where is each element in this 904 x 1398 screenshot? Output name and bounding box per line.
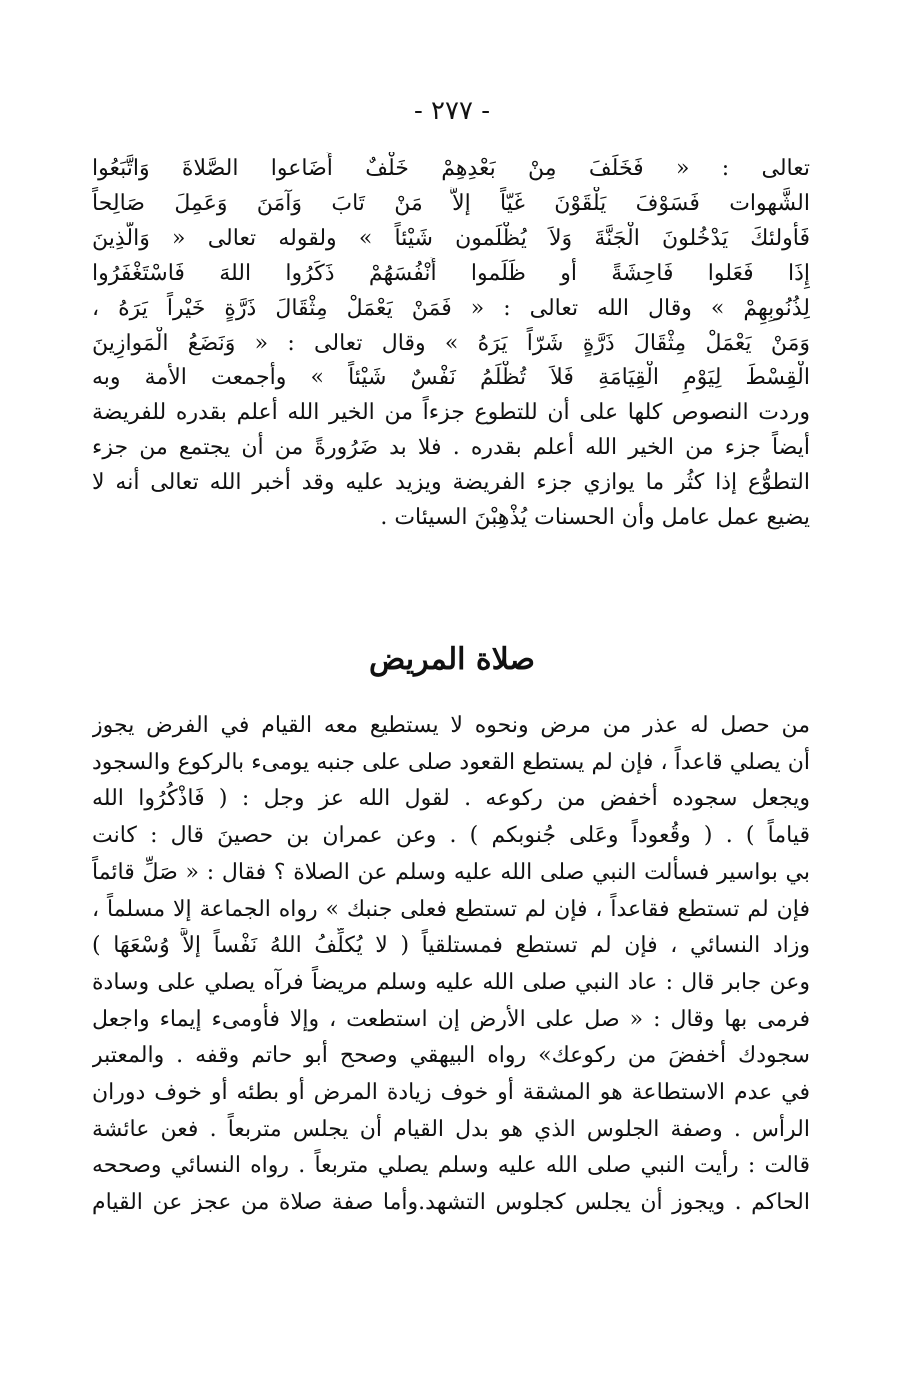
text-line: الحاكم . ويجوز أن يجلس كجلوس التشهد.وأما صفة صلاة من عجز عن القيام [92,1190,810,1216]
text-line: سجودك أخفضَ من ركوعك» رواه البيهقي وصحح أبو حاتم وقفه . والمعتبر [92,1043,810,1069]
text-line: ويجعل سجوده أخفض من ركوعه . لقول الله عز وجل : ( فَاذْكُرُوا الله [92,786,810,812]
text-line: وردت النصوص كلها على أن للتطوع جزءاً من الخير الله أعلم بقدره للفريضة [92,400,810,426]
text-line: يضيع عمل عامل وأن الحسنات يُذْهِبْنَ السيئات . [380,505,810,531]
text-line: من حصل له عذر من مرض ونحوه لا يستطيع معه القيام في الفرض يجوز [92,713,810,738]
text-line: وعن جابر قال : عاد النبي صلى الله عليه وسلم مريضاً فرآه يصلي على وسادة [92,969,810,995]
text-line: قالت : رأيت النبي صلى الله عليه وسلم يصلي متربعاً . رواه النسائي وصححه [92,1153,810,1179]
text-line: الرأس . وصفة الجلوس الذي هو بدل القيام أن يجلس متربعاً . فعن عائشة [92,1116,810,1142]
text-line: فإن لم تستطع فقاعداً ، فإن لم تستطع فعلى جنبك » رواه الجماعة إلا مسلماً ، [92,896,810,922]
text-line: فرمى بها وقال : « صل على الأرض إن استطعت ، وإلا فأومىء إيماء واجعل [92,1006,810,1032]
text-line: أن يصلي قاعداً ، فإن لم يستطع القعود صلى على جنبه يومىء بالركوع والسجود [92,749,810,775]
text-line: التطوُّع إذا كثُر ما يوازي جزء الفريضة ويزيد عليه وقد أخبر الله تعالى أنه لا [92,470,810,496]
text-line: إِذَا فَعَلوا فَاحِشَةً أو ظَلَموا أَنْفُسَهُمْ ذَكَرُوا اللهَ فَاسْتَغْفَرُوا [92,260,810,286]
page-number: - ٢٧٧ - [413,96,491,126]
text-line: في عدم الاستطاعة هو المشقة أو خوف زيادة المرض أو بطئه أو خوف دوران [92,1080,810,1106]
text-line: أيضاً جزء من الخير الله أعلم بقدره . فلا بد ضَرُورةً من أن يجتمع من جزء [92,435,810,461]
text-line: الشَّهوات فَسَوْفَ يَلْقَوْنَ غَيّاً إلاَّ مَنْ تَابَ وَآمَنَ وَعَمِلَ صَالِحاً [92,190,810,216]
text-line: الْقِسْطَ لِيَوْمِ الْقِيَامَةِ فَلاَ تُظْلَمُ نَفْسٌ شَيْئاً » وأجمعت الأمة وبه [92,365,810,391]
text-line: بي بواسير فسألت النبي صلى الله عليه وسلم عن الصلاة ؟ فقال : « صَلِّ قائماً [92,859,810,885]
text-line: قياماً ) . ( وقُعوداً وعَلى جُنوبكم ) . وعن عمران بن حصينَ قال : كانت [92,823,810,849]
text-line: لِذُنُوبِهِمْ » وقال الله تعالى : « فَمَنْ يَعْمَلْ مِثْقَالَ ذَرَّةٍ خَيْراً يَرَهُ ، [92,295,810,321]
text-line: فَأولئكَ يَدْخُلونَ الْجَنَّةَ وَلاَ يُظْلَمون شَيْئاً » ولقوله تعالى « وَالّذِينَ [92,225,810,251]
text-line: وزاد النسائي ، فإن لم تستطع فمستلقياً ( لا يُكلِّفُ اللهُ نَفْساً إلاَّ وُسْعَهَا ) [92,933,810,959]
text-line: وَمَنْ يَعْمَلْ مِثْقَالَ ذَرَّةٍ شَرّاً يَرَهُ » وقال تعالى : « وَنَضَعُ الْمَوازِينَ [92,330,810,356]
paragraph-2 [92,708,810,1222]
section-heading: صلاة المريض [368,642,535,677]
paragraph-1 [92,152,810,536]
text-line: تعالى : « فَخَلَفَ مِنْ بَعْدِهِمْ خَلْفٌ أَضَاعوا الصَّلاةَ وَاتَّبَعُوا [92,156,810,181]
